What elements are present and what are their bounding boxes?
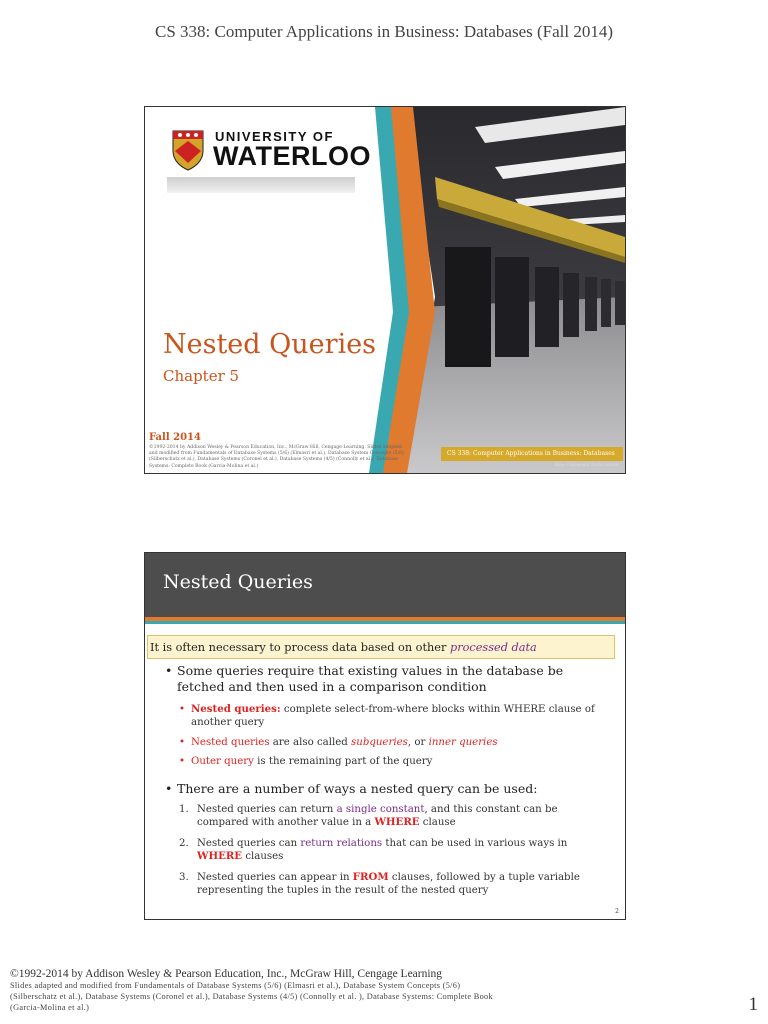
sub-bullet-2-text: are also called — [269, 737, 352, 748]
numbered-item-2 — [179, 837, 597, 863]
content-slide — [144, 552, 626, 920]
course-tag: CS 338: Computer Applications in Business: Databases — [441, 447, 623, 461]
highlight-return-relations: return relations — [300, 838, 383, 849]
footer-line-2: Slides adapted and modified from Fundamentals of Database Systems (5/6) (Elmasri et al.), Database System Concepts (5/6) — [10, 981, 461, 990]
sub-bullet-3 — [179, 755, 611, 768]
university-logo — [171, 125, 371, 183]
title-slide — [144, 106, 626, 474]
slide-title: Nested Queries — [163, 571, 313, 593]
sub-bullet-3-text: is the remaining part of the query — [253, 756, 433, 767]
slide-subtitle: Chapter 5 — [163, 367, 240, 385]
teal-stripe — [145, 621, 625, 624]
bullet-1 — [165, 663, 577, 695]
photo-credit: Rice University Data Center — [554, 463, 619, 468]
keyword-where: WHERE — [374, 816, 420, 828]
item-number: 1. — [179, 804, 189, 815]
numbered-item-1 — [179, 803, 577, 829]
term-outer-query: Outer query — [191, 756, 254, 767]
item-2-text-c: clauses — [242, 851, 284, 862]
sub-bullet-2 — [179, 736, 611, 749]
keyword-where: WHERE — [197, 850, 243, 862]
logo-underline-bar — [167, 177, 355, 193]
bullet-1-text: Some queries require that existing values in the database be fetched and then used in a comparison condition — [177, 663, 564, 694]
footer-copyright: ©1992-2014 by Addison Wesley & Pearson Education, Inc., McGraw Hill, Cengage Learning — [10, 968, 443, 980]
item-1-text: Nested queries can return — [197, 804, 337, 815]
callout-text: It is often necessary to process data based on other — [150, 641, 450, 654]
keyword-from: FROM — [352, 871, 389, 883]
slide-number: 2 — [615, 908, 619, 915]
footer-line-3: (Silberschatz et al.), Database Systems (Coronel et al.), Database Systems (4/5) (Connolly et al. ), Database Systems: Complete Book — [10, 992, 493, 1001]
slide-title: Nested Queries — [163, 329, 377, 360]
page-number: 1 — [748, 994, 758, 1015]
sub-bullet-1 — [179, 703, 611, 729]
item-number: 2. — [179, 838, 189, 849]
term-nested-queries: Nested queries — [191, 737, 270, 748]
item-3-text-b: clauses, followed by a tuple variable representing the tuples in the result of the nested query — [197, 872, 580, 896]
item-3-text: Nested queries can appear in — [197, 872, 353, 883]
sub-bullet-dot-icon: • — [179, 756, 186, 767]
page-footer — [10, 968, 550, 1013]
item-number: 3. — [179, 872, 189, 883]
page-header: CS 338: Computer Applications in Business: Databases (Fall 2014) — [154, 22, 614, 41]
sub-bullet-1-text: complete select-from-where blocks within WHERE clause of another query — [191, 704, 595, 728]
slide-header-band — [145, 553, 625, 617]
sub-bullet-dot-icon: • — [179, 704, 186, 715]
crest-icon — [171, 129, 205, 171]
sub-bullet-dot-icon: • — [179, 737, 186, 748]
term-label: Fall 2014 — [149, 432, 201, 443]
item-2-text: Nested queries can — [197, 838, 301, 849]
bullet-dot-icon: • — [165, 781, 173, 796]
item-2-text-b: that can be used in various ways in — [382, 838, 568, 849]
footer-line-4: (Garcia-Molina et al.) — [10, 1003, 90, 1012]
term-subqueries: subqueries — [351, 737, 408, 748]
bullet-2-text: There are a number of ways a nested query can be used: — [177, 781, 538, 796]
callout-emphasis: processed data — [449, 641, 537, 654]
separator-text: , or — [407, 737, 429, 748]
bullet-dot-icon: • — [165, 663, 173, 678]
highlight-single-constant: a single constant — [336, 804, 425, 815]
callout-box — [147, 635, 615, 659]
numbered-item-3 — [179, 871, 597, 897]
university-name: WATERLOO — [213, 141, 371, 171]
credits-text: ©1992-2014 by Addison Wesley & Pearson Education, Inc., McGraw Hill, Cengage Learning. Slides adapted and modified from Fundamentals of Database Systems (5/6) (Elmasri et al.), Database System Concepts (5/6) (Silberschatz et al.), Database Systems (Coronel et al.), Database Systems (4/5) (Connolly et al.), Database Systems: Complete Book (Garcia-Molina et al.) — [149, 445, 404, 469]
term-nested-queries: Nested queries: — [191, 703, 281, 715]
term-inner-queries: inner queries — [428, 737, 498, 748]
university-top-text: UNIVERSITY OF — [215, 129, 334, 144]
item-1-text-b: , and this constant can be compared with another value in a — [197, 804, 558, 828]
item-1-text-c: clause — [419, 817, 456, 828]
bullet-2 — [165, 781, 597, 797]
